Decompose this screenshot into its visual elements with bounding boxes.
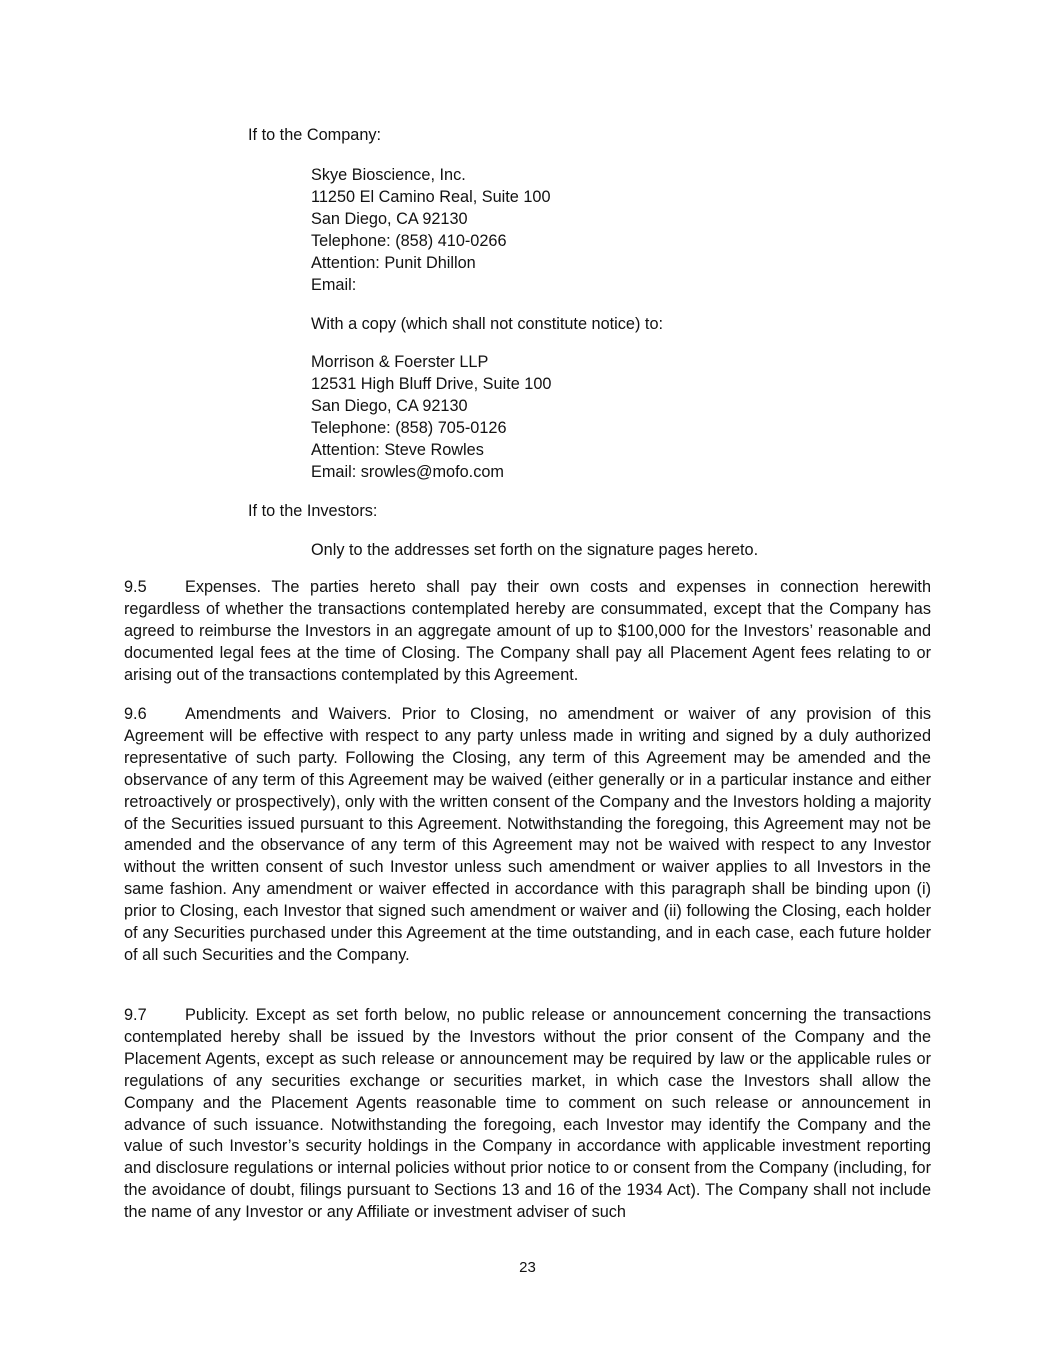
section-heading: Amendments and Waivers.	[185, 705, 392, 723]
copy-notice-label: With a copy (which shall not constitute notice) to:	[311, 315, 664, 333]
address-line: Telephone: (858) 410-0266	[311, 232, 507, 250]
section-number: 9.7	[124, 1006, 147, 1024]
address-line: Attention: Punit Dhillon	[311, 254, 476, 272]
address-line: Email: srowles@mofo.com	[311, 463, 504, 481]
section-number: 9.5	[124, 578, 147, 596]
section-text: The parties hereto shall pay their own costs and expenses in connection herewith regardless of whether the transactions contemplated hereby are consummated, except that the Company has agreed to reimburse the Investors in an aggregate amount of up to $100,000 for the Investors’ reasonable and documented legal fees at the time of Closing. The Company shall pay all Placement Agent fees relating to or arising out of the transactions contemplated by this Agreement.	[124, 578, 931, 684]
address-line: San Diego, CA 92130	[311, 397, 468, 415]
address-line: Skye Bioscience, Inc.	[311, 166, 466, 184]
page-number: 23	[519, 1259, 536, 1276]
address-line: San Diego, CA 92130	[311, 210, 468, 228]
investors-notice-text: Only to the addresses set forth on the signature pages hereto.	[311, 541, 759, 559]
investors-notice-label: If to the Investors:	[248, 502, 378, 520]
section-9-6	[124, 704, 931, 967]
section-9-7	[124, 1005, 931, 1224]
section-text: Prior to Closing, no amendment or waiver of any provision of this Agreement will be effective with respect to any party unless made in writing and signed by a duly authorized representative of such party. Following the Closing, any term of this Agreement may be amended and the observance of any term of this Agreement may be waived (either generally or in a particular instance and either retroactively or prospectively), only with the written consent of the Company and the Investors holding a majority of the Securities issued pursuant to this Agreement. Notwithstanding the foregoing, this Agreement may not be amended and the observance of any term of this Agreement may not be waived with respect to any Investor without the written consent of such Investor unless such amendment or waiver applies to all Investors in the same fashion. Any amendment or waiver effected in accordance with this paragraph shall be binding upon (i) prior to Closing, each Investor that signed such amendment or waiver and (ii) following the Closing, each holder of any Securities purchased under this Agreement at the time outstanding, and in each case, each future holder of all such Securities and the Company.	[124, 705, 931, 964]
address-line: Email:	[311, 276, 357, 294]
address-line: Morrison & Foerster LLP	[311, 353, 489, 371]
address-line: Attention: Steve Rowles	[311, 441, 484, 459]
section-text: Except as set forth below, no public release or announcement concerning the transactions contemplated hereby shall be issued by the Investors without the prior consent of the Company and the Placement Agents, except as such release or announcement may be required by law or the applicable rules or regulations of any securities exchange or securities market, in which case the Investors shall allow the Company and the Placement Agents reasonable time to comment on such release or announcement in advance of such issuance. Notwithstanding the foregoing, each Investor may identify the Company and the value of such Investor’s security holdings in the Company in accordance with applicable investment reporting and disclosure regulations or internal policies without prior notice to or consent from the Company (including, for the avoidance of doubt, filings pursuant to Sections 13 and 16 of the 1934 Act). The Company shall not include the name of any Investor or any Affiliate or investment adviser of such	[124, 1006, 931, 1222]
section-9-5	[124, 577, 931, 687]
section-heading: Expenses.	[185, 578, 262, 596]
section-number: 9.6	[124, 705, 147, 723]
address-line: 11250 El Camino Real, Suite 100	[311, 188, 551, 206]
section-heading: Publicity.	[185, 1006, 249, 1024]
company-notice-label: If to the Company:	[248, 126, 382, 144]
address-line: Telephone: (858) 705-0126	[311, 419, 507, 437]
address-line: 12531 High Bluff Drive, Suite 100	[311, 375, 552, 393]
